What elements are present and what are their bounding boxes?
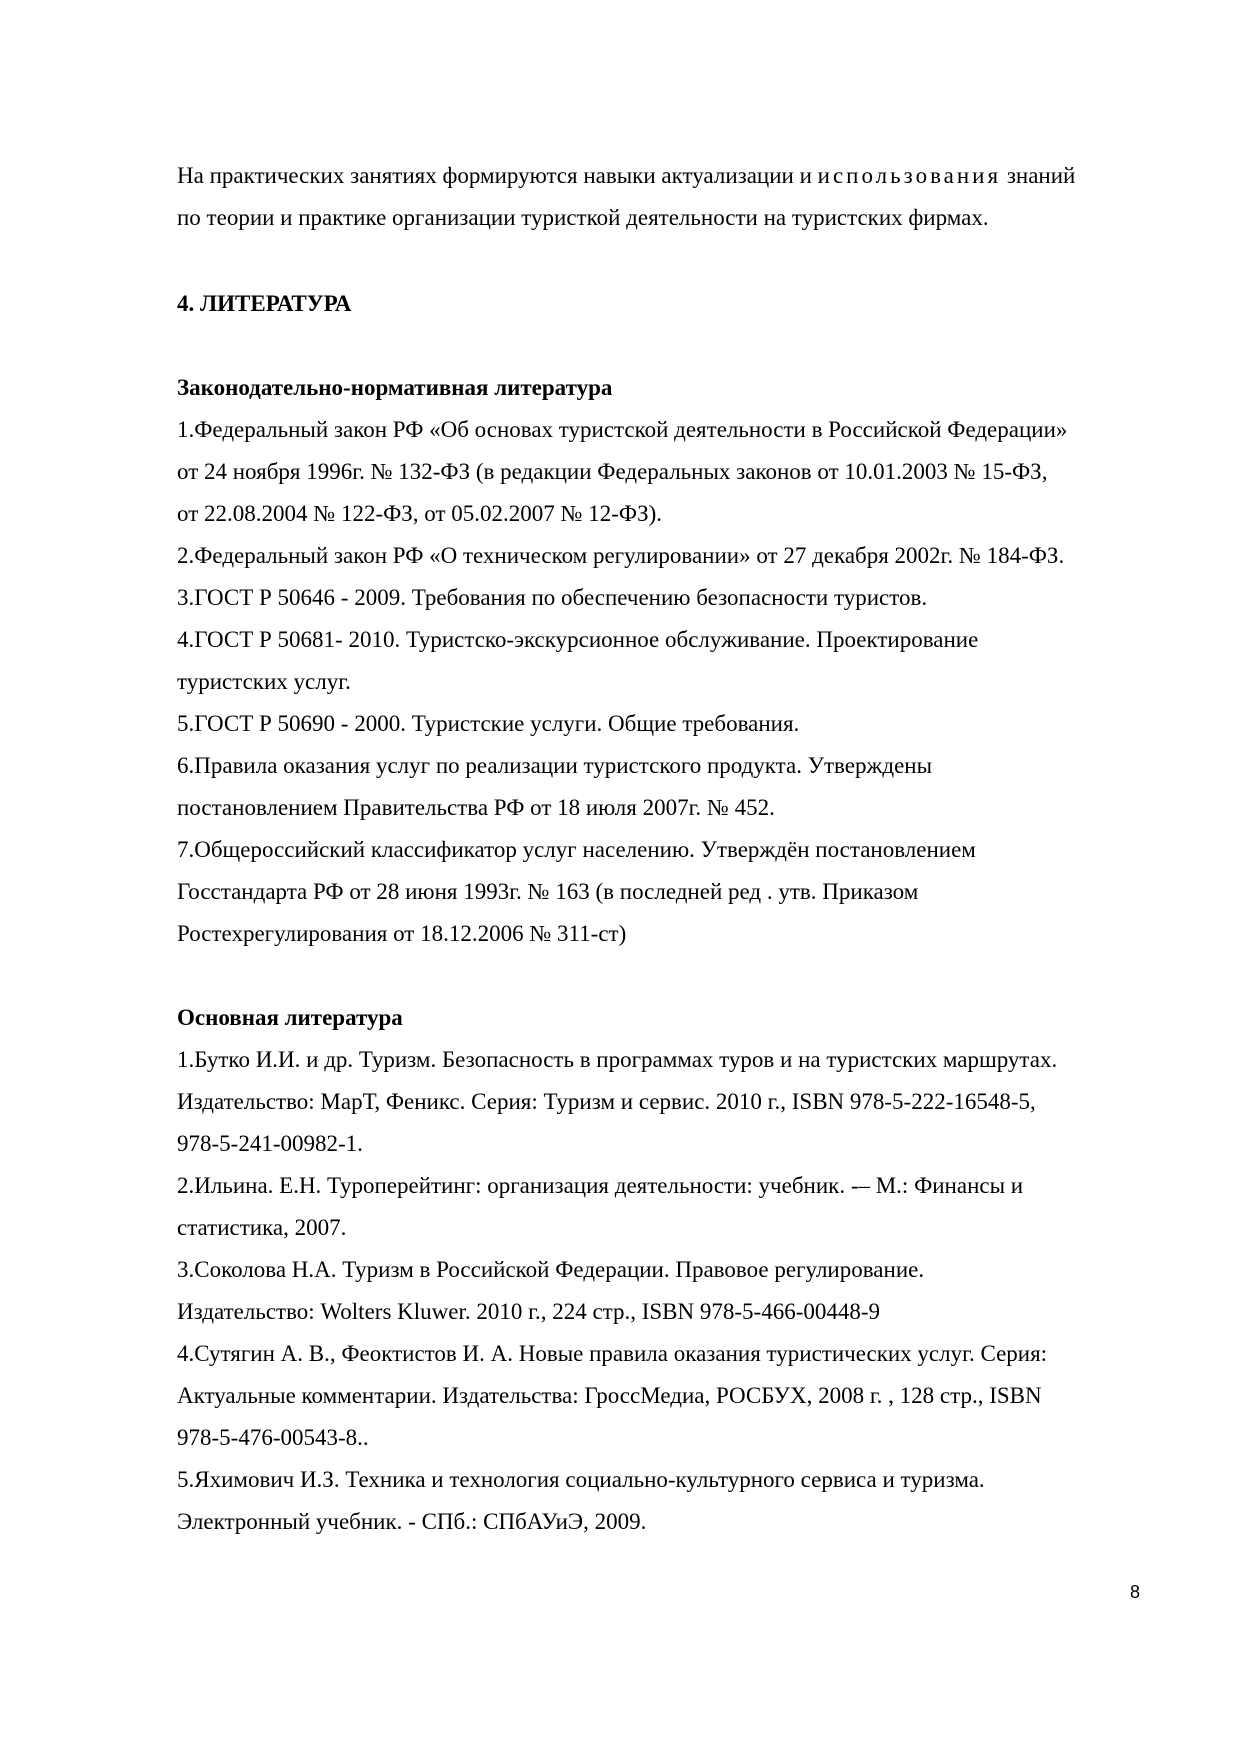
intro-line-1 bbox=[177, 162, 1075, 190]
section-title: 4. ЛИТЕРАТУРА bbox=[177, 291, 352, 316]
intro-text-c: знаний bbox=[1001, 163, 1076, 188]
basic-line: Издательство: МарТ, Феникс. Серия: Туризм и сервис. 2010 г., ISBN 978-5-222-16548-5, bbox=[177, 1089, 1036, 1114]
basic-line: 2.Ильина. Е.Н. Туроперейтинг: организация деятельности: учебник. -– М.: Финансы и bbox=[177, 1173, 1024, 1198]
normative-line: от 22.08.2004 № 122-ФЗ, от 05.02.2007 № 12-ФЗ). bbox=[177, 501, 662, 526]
intro-text-a: На практических занятиях формируются навыки актуализации и bbox=[177, 163, 818, 188]
basic-line: 978-5-241-00982-1. bbox=[177, 1131, 363, 1156]
page-number: 8 bbox=[1130, 1582, 1141, 1602]
normative-line: 3.ГОСТ Р 50646 - 2009. Требования по обеспечению безопасности туристов. bbox=[177, 585, 928, 610]
intro-line-2: по теории и практике организации туристкой деятельности на туристских фирмах. bbox=[177, 205, 989, 230]
basic-line: Актуальные комментарии. Издательства: ГроссМедиа, РОСБУХ, 2008 г. , 128 стр., ISBN bbox=[177, 1383, 1042, 1408]
basic-line: 978-5-476-00543-8.. bbox=[177, 1425, 369, 1450]
basic-line: 3.Соколова Н.А. Туризм в Российской Федерации. Правовое регулирование. bbox=[177, 1257, 925, 1282]
normative-line: туристских услуг. bbox=[177, 669, 351, 694]
normative-line: 1.Федеральный закон РФ «Об основах туристской деятельности в Российской Федерации» bbox=[177, 417, 1068, 442]
basic-line: 4.Сутягин А. В., Феоктистов И. А. Новые правила оказания туристических услуг. Серия: bbox=[177, 1341, 1048, 1366]
normative-line: 5.ГОСТ Р 50690 - 2000. Туристские услуги. Общие требования. bbox=[177, 711, 800, 736]
intro-text-spaced: использования bbox=[817, 163, 1002, 188]
normative-line: 2.Федеральный закон РФ «О техническом регулировании» от 27 декабря 2002г. № 184-ФЗ. bbox=[177, 543, 1065, 568]
normative-line: постановлением Правительства РФ от 18 июля 2007г. № 452. bbox=[177, 795, 775, 820]
basic-line: Издательство: Wolters Kluwer. 2010 г., 224 стр., ISBN 978-5-466-00448-9 bbox=[177, 1299, 881, 1324]
normative-line: от 24 ноября 1996г. № 132-ФЗ (в редакции Федеральных законов от 10.01.2003 № 15-ФЗ, bbox=[177, 459, 1048, 484]
basic-line: 1.Бутко И.И. и др. Туризм. Безопасность в программах туров и на туристских маршрутах. bbox=[177, 1047, 1058, 1072]
normative-line: 7.Общероссийский классификатор услуг населению. Утверждён постановлением bbox=[177, 837, 976, 862]
basic-line: Электронный учебник. - СПб.: СПбАУиЭ, 2009. bbox=[177, 1509, 647, 1534]
basic-heading: Основная литература bbox=[177, 1005, 403, 1030]
basic-line: статистика, 2007. bbox=[177, 1215, 347, 1240]
basic-line: 5.Яхимович И.З. Техника и технология социально-культурного сервиса и туризма. bbox=[177, 1467, 985, 1492]
normative-line: 6.Правила оказания услуг по реализации туристского продукта. Утверждены bbox=[177, 753, 933, 778]
normative-line: Госстандарта РФ от 28 июня 1993г. № 163 (в последней ред . утв. Приказом bbox=[177, 879, 919, 904]
normative-heading: Законодательно-нормативная литература bbox=[177, 375, 613, 400]
normative-line: 4.ГОСТ Р 50681- 2010. Туристско-экскурсионное обслуживание. Проектирование bbox=[177, 627, 979, 652]
normative-line: Ростехрегулирования от 18.12.2006 № 311-ст) bbox=[177, 921, 627, 946]
